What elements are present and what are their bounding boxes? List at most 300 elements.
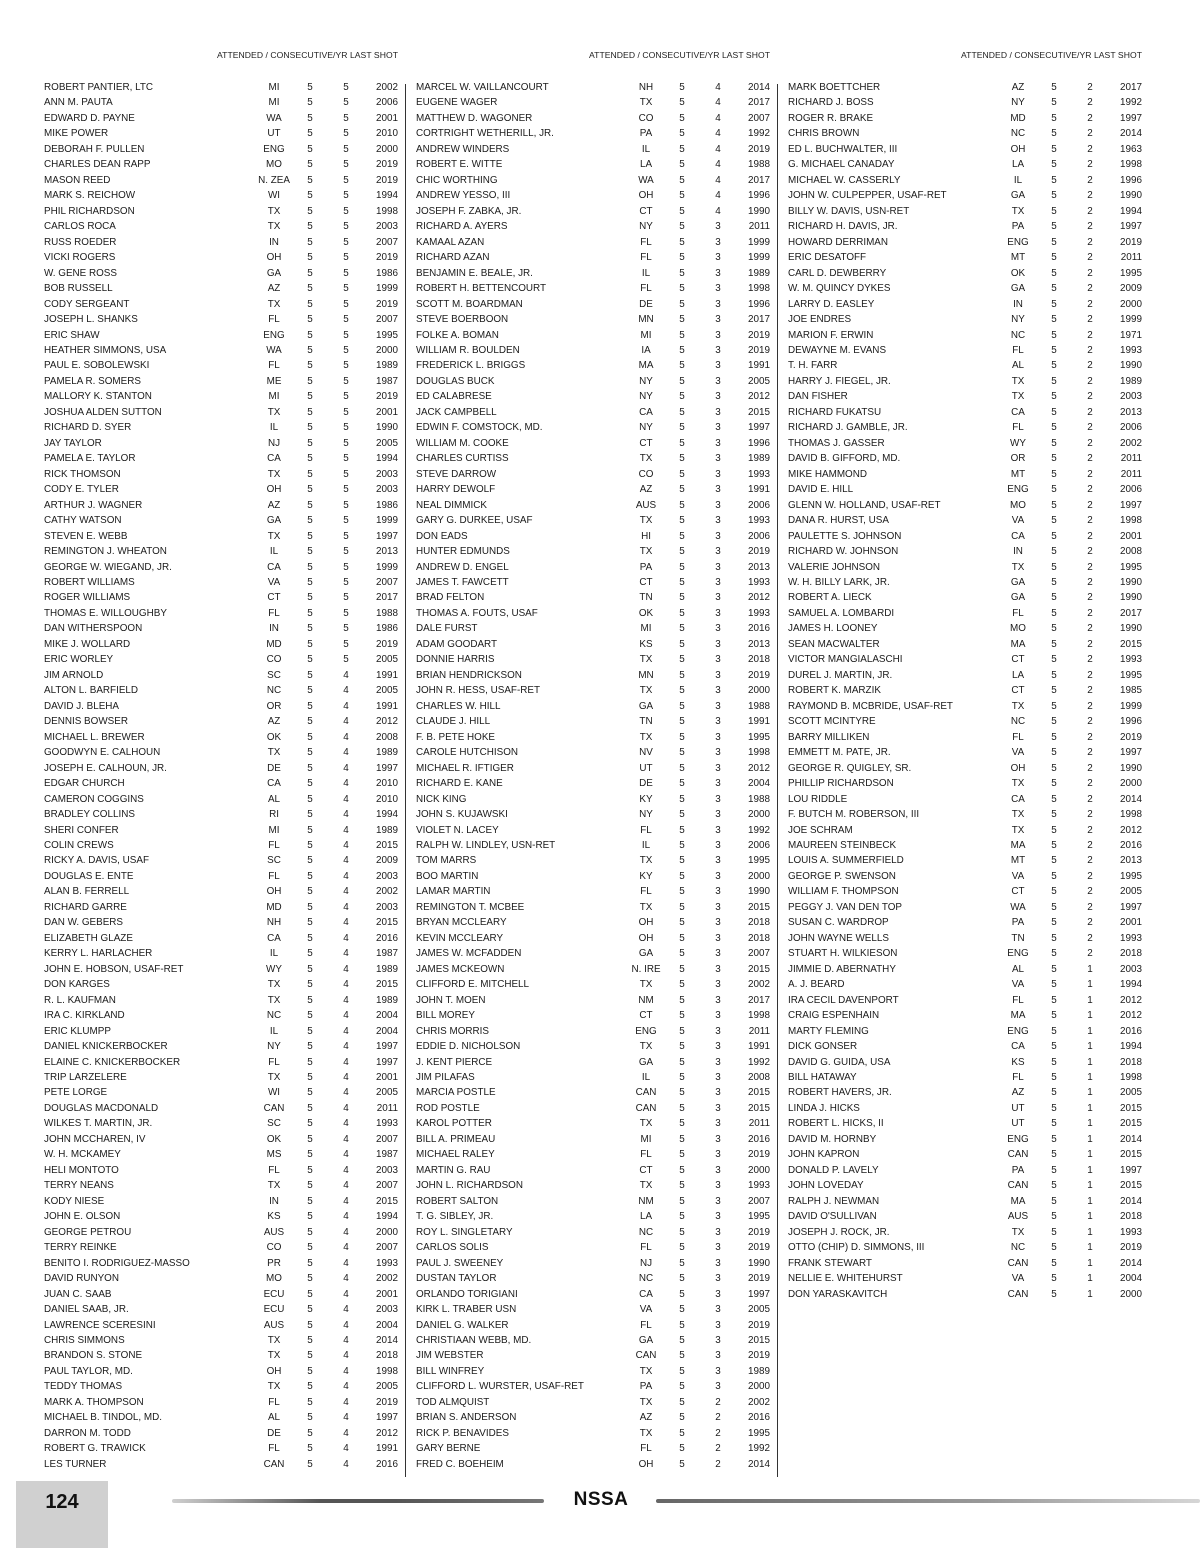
attended: 5 <box>307 221 313 233</box>
state: NJ <box>267 437 281 449</box>
consecutive: 4 <box>343 1242 349 1254</box>
year-last-shot: 2000 <box>1120 1288 1142 1300</box>
year-last-shot: 2012 <box>1120 824 1142 836</box>
shooter-name: CRAIG ESPENHAIN <box>788 1010 880 1022</box>
attended: 5 <box>1051 174 1057 186</box>
state: CT <box>1011 685 1025 697</box>
consecutive: 2 <box>1087 607 1093 619</box>
attended: 5 <box>307 1288 313 1300</box>
roster-row <box>416 250 770 265</box>
year-last-shot: 2002 <box>376 886 398 898</box>
attended: 5 <box>679 530 685 542</box>
shooter-name: TOD ALMQUIST <box>416 1396 490 1408</box>
shooter-name: BRADLEY COLLINS <box>44 809 135 821</box>
state: CT <box>1011 654 1025 666</box>
year-last-shot: 1988 <box>376 607 398 619</box>
year-last-shot: 1998 <box>376 1365 398 1377</box>
attended: 5 <box>307 561 313 573</box>
shooter-name: HELI MONTOTO <box>44 1164 119 1176</box>
roster-row <box>44 436 398 451</box>
attended: 5 <box>679 778 685 790</box>
state: MD <box>1010 112 1026 124</box>
state: MI <box>268 824 280 836</box>
consecutive: 3 <box>715 1087 721 1099</box>
state: DE <box>267 1427 281 1439</box>
shooter-name: SEAN MACWALTER <box>788 638 880 650</box>
shooter-name: MIKE POWER <box>44 128 109 140</box>
roster-row <box>44 993 398 1008</box>
state: AUS <box>263 1226 285 1238</box>
attended: 5 <box>307 515 313 527</box>
roster-row <box>788 173 1142 188</box>
state: FL <box>640 1443 652 1455</box>
state: IL <box>269 546 279 558</box>
year-last-shot: 1997 <box>376 1056 398 1068</box>
year-last-shot: 2006 <box>748 499 770 511</box>
state: IN <box>1013 546 1023 558</box>
year-last-shot: 2019 <box>748 546 770 558</box>
attended: 5 <box>307 1443 313 1455</box>
attended: 5 <box>679 1242 685 1254</box>
roster-row <box>416 792 770 807</box>
state: VA <box>1011 747 1025 759</box>
shooter-name: CHIC WORTHING <box>416 174 498 186</box>
year-last-shot: 2019 <box>748 344 770 356</box>
roster-row <box>788 668 1142 683</box>
attended: 5 <box>1051 1056 1057 1068</box>
roster-row <box>788 637 1142 652</box>
shooter-name: DANA R. HURST, USA <box>788 515 889 527</box>
state: TX <box>639 515 653 527</box>
year-last-shot: 2015 <box>1120 1118 1142 1130</box>
shooter-name: ELIZABETH GLAZE <box>44 932 133 944</box>
page-number: 124 <box>45 1491 79 1513</box>
year-last-shot: 2001 <box>1120 530 1142 542</box>
shooter-name: REMINGTON J. WHEATON <box>44 546 167 558</box>
attended: 5 <box>1051 314 1057 326</box>
shooter-name: DICK GONSER <box>788 1041 858 1053</box>
state: TX <box>1011 391 1025 403</box>
consecutive: 2 <box>715 1412 721 1424</box>
roster-row <box>44 1024 398 1039</box>
year-last-shot: 2016 <box>376 1458 398 1470</box>
state: IL <box>1013 174 1023 186</box>
state: IL <box>269 948 279 960</box>
roster-row <box>416 358 770 373</box>
state: CA <box>1011 406 1025 418</box>
state: VA <box>1011 870 1025 882</box>
shooter-name: THOMAS A. FOUTS, USAF <box>416 607 538 619</box>
attended: 5 <box>679 592 685 604</box>
state: CA <box>639 1288 653 1300</box>
attended: 5 <box>307 1412 313 1424</box>
year-last-shot: 1996 <box>748 190 770 202</box>
year-last-shot: 2002 <box>1120 437 1142 449</box>
state: CO <box>266 1242 282 1254</box>
shooter-name: JOHN MCCHAREN, IV <box>44 1133 146 1145</box>
roster-row <box>44 235 398 250</box>
year-last-shot: 2007 <box>376 1180 398 1192</box>
attended: 5 <box>307 793 313 805</box>
consecutive: 1 <box>1087 1149 1093 1161</box>
state: WI <box>267 190 281 202</box>
roster-row <box>788 683 1142 698</box>
year-last-shot: 2000 <box>748 1164 770 1176</box>
attended: 5 <box>307 932 313 944</box>
roster-row <box>788 1101 1142 1116</box>
roster-row <box>788 776 1142 791</box>
roster-row <box>788 157 1142 172</box>
consecutive: 2 <box>1087 948 1093 960</box>
roster-row <box>416 1132 770 1147</box>
shooter-name: RICHARD E. KANE <box>416 778 503 790</box>
shooter-name: SAMUEL A. LOMBARDI <box>788 607 895 619</box>
shooter-name: TRIP LARZELERE <box>44 1072 127 1083</box>
roster-row <box>416 513 770 528</box>
year-last-shot: 1989 <box>1120 375 1142 387</box>
consecutive: 1 <box>1087 1242 1093 1254</box>
state: NC <box>266 1010 282 1022</box>
year-last-shot: 2000 <box>748 1381 770 1393</box>
shooter-name: MALLORY K. STANTON <box>44 391 152 403</box>
state: PA <box>639 1381 653 1393</box>
state: CAN <box>1007 1149 1029 1161</box>
attended: 5 <box>1051 329 1057 341</box>
consecutive: 3 <box>715 329 721 341</box>
year-last-shot: 1998 <box>1120 515 1142 527</box>
attended: 5 <box>679 406 685 418</box>
year-last-shot: 1998 <box>376 205 398 217</box>
roster-row <box>788 529 1142 544</box>
attended: 5 <box>307 607 313 619</box>
year-last-shot: 1994 <box>376 190 398 202</box>
attended: 5 <box>1051 128 1057 140</box>
state: ENG <box>635 1025 657 1037</box>
year-last-shot: 1997 <box>1120 499 1142 511</box>
attended: 5 <box>1051 236 1057 248</box>
year-last-shot: 1986 <box>376 267 398 279</box>
shooter-name: CLIFFORD L. WURSTER, USAF-RET <box>416 1381 584 1393</box>
attended: 5 <box>679 1319 685 1331</box>
year-last-shot: 2005 <box>748 1304 770 1316</box>
consecutive: 3 <box>715 515 721 527</box>
state: CAN <box>1007 1257 1029 1269</box>
roster-row <box>416 807 770 822</box>
consecutive: 5 <box>343 375 349 387</box>
state: NC <box>638 1226 654 1238</box>
state: CAN <box>1007 1288 1029 1300</box>
state: N. IRE <box>631 963 661 975</box>
attended: 5 <box>1051 716 1057 728</box>
roster-row <box>416 683 770 698</box>
consecutive: 2 <box>1087 375 1093 387</box>
attended: 5 <box>679 669 685 681</box>
state: CAN <box>635 1102 657 1114</box>
year-last-shot: 1991 <box>748 484 770 496</box>
year-last-shot: 1996 <box>748 298 770 310</box>
year-last-shot: 2008 <box>376 731 398 743</box>
attended: 5 <box>307 329 313 341</box>
roster-row <box>44 1055 398 1070</box>
year-last-shot: 1995 <box>1120 561 1142 573</box>
state: NC <box>1010 1242 1026 1254</box>
attended: 5 <box>307 994 313 1006</box>
consecutive: 5 <box>343 422 349 434</box>
shooter-name: EDWIN F. COMSTOCK, MD. <box>416 422 543 434</box>
state: IL <box>641 267 651 279</box>
roster-row <box>44 188 398 203</box>
shooter-name: RAYMOND B. MCBRIDE, USAF-RET <box>788 700 953 712</box>
state: TX <box>267 1350 281 1362</box>
consecutive: 4 <box>343 793 349 805</box>
attended: 5 <box>307 360 313 372</box>
roster-row <box>788 1055 1142 1070</box>
attended: 5 <box>1051 453 1057 465</box>
consecutive: 4 <box>343 700 349 712</box>
roster-row <box>44 80 398 95</box>
attended: 5 <box>1051 406 1057 418</box>
year-last-shot: 1989 <box>748 267 770 279</box>
consecutive: 5 <box>343 283 349 295</box>
year-last-shot: 2014 <box>748 82 770 93</box>
state: ENG <box>263 143 285 155</box>
roster-row <box>416 1008 770 1023</box>
consecutive: 4 <box>343 669 349 681</box>
year-last-shot: 2000 <box>748 685 770 697</box>
year-last-shot: 2014 <box>1120 1195 1142 1207</box>
year-last-shot: 2010 <box>376 793 398 805</box>
year-last-shot: 1988 <box>748 159 770 171</box>
state: IL <box>641 1072 651 1083</box>
state: NC <box>1010 128 1026 140</box>
roster-row <box>44 467 398 482</box>
consecutive: 4 <box>715 112 721 124</box>
consecutive: 4 <box>343 1412 349 1424</box>
roster-row <box>788 312 1142 327</box>
state: TN <box>639 592 653 604</box>
state: MO <box>266 1273 282 1285</box>
attended: 5 <box>679 855 685 867</box>
attended: 5 <box>1051 82 1057 93</box>
attended: 5 <box>307 1350 313 1362</box>
shooter-name: HARRY J. FIEGEL, JR. <box>788 375 891 387</box>
consecutive: 3 <box>715 1041 721 1053</box>
roster-row <box>44 250 398 265</box>
shooter-name: DAVID O'SULLIVAN <box>788 1211 877 1223</box>
consecutive: 5 <box>343 159 349 171</box>
state: TN <box>1011 932 1025 944</box>
consecutive: 4 <box>343 870 349 882</box>
shooter-name: JOHN WAYNE WELLS <box>788 932 889 944</box>
shooter-name: CARL D. DEWBERRY <box>788 267 887 279</box>
shooter-name: JACK CAMPBELL <box>416 406 497 418</box>
consecutive: 4 <box>343 1087 349 1099</box>
footer-rule-left <box>172 1499 544 1503</box>
roster-row <box>788 250 1142 265</box>
shooter-name: VIOLET N. LACEY <box>416 824 499 836</box>
shooter-name: JOSEPH F. ZABKA, JR. <box>416 205 522 217</box>
consecutive: 3 <box>715 437 721 449</box>
consecutive: 4 <box>343 747 349 759</box>
consecutive: 3 <box>715 824 721 836</box>
attended: 5 <box>1051 901 1057 913</box>
consecutive: 3 <box>715 1133 721 1145</box>
year-last-shot: 1990 <box>748 1257 770 1269</box>
state: ENG <box>1007 236 1029 248</box>
year-last-shot: 2016 <box>748 1133 770 1145</box>
attended: 5 <box>679 793 685 805</box>
year-last-shot: 2003 <box>376 1164 398 1176</box>
attended: 5 <box>307 499 313 511</box>
attended: 5 <box>679 1118 685 1130</box>
consecutive: 4 <box>343 809 349 821</box>
attended: 5 <box>679 886 685 898</box>
attended: 5 <box>679 1211 685 1223</box>
shooter-name: F. B. PETE HOKE <box>416 731 496 743</box>
shooter-name: IRA C. KIRKLAND <box>44 1010 125 1022</box>
year-last-shot: 2000 <box>376 143 398 155</box>
shooter-name: CARLOS ROCA <box>44 221 116 233</box>
shooter-name: JOHN KAPRON <box>788 1149 860 1161</box>
roster-row <box>788 1024 1142 1039</box>
roster-row <box>44 1147 398 1162</box>
roster-row <box>788 235 1142 250</box>
year-last-shot: 2006 <box>1120 422 1142 434</box>
consecutive: 2 <box>1087 314 1093 326</box>
attended: 5 <box>1051 344 1057 356</box>
consecutive: 3 <box>715 406 721 418</box>
state: OR <box>1010 453 1026 465</box>
shooter-name: BOB RUSSELL <box>44 283 113 295</box>
attended: 5 <box>307 1334 313 1346</box>
year-last-shot: 2001 <box>1120 917 1142 929</box>
state: CA <box>1011 793 1025 805</box>
attended: 5 <box>1051 1149 1057 1161</box>
roster-row <box>788 884 1142 899</box>
attended: 5 <box>679 344 685 356</box>
shooter-name: RICHARD GARRE <box>44 901 127 913</box>
year-last-shot: 1990 <box>748 886 770 898</box>
attended: 5 <box>307 654 313 666</box>
state: AUS <box>635 499 657 511</box>
shooter-name: JAMES MCKEOWN <box>416 963 505 975</box>
consecutive: 5 <box>343 453 349 465</box>
state: GA <box>638 948 654 960</box>
state: CO <box>638 112 654 124</box>
consecutive: 3 <box>715 1149 721 1161</box>
column-header: ATTENDED / CONSECUTIVE/YR LAST SHOT <box>589 50 770 60</box>
consecutive: 3 <box>715 1195 721 1207</box>
state: SC <box>267 669 281 681</box>
shooter-name: DALE FURST <box>416 623 478 635</box>
state: TX <box>639 453 653 465</box>
state: NM <box>638 994 654 1006</box>
roster-row <box>416 1457 770 1472</box>
state: TX <box>639 1427 653 1439</box>
attended: 5 <box>679 577 685 588</box>
consecutive: 3 <box>715 484 721 496</box>
consecutive: 2 <box>1087 391 1093 403</box>
state: TN <box>639 716 653 728</box>
attended: 5 <box>307 886 313 898</box>
year-last-shot: 1989 <box>376 360 398 372</box>
year-last-shot: 2019 <box>376 159 398 171</box>
consecutive: 3 <box>715 1056 721 1068</box>
year-last-shot: 1997 <box>1120 1164 1142 1176</box>
year-last-shot: 2015 <box>748 1102 770 1114</box>
year-last-shot: 1985 <box>1120 685 1142 697</box>
state: WY <box>266 963 282 975</box>
roster-row <box>788 467 1142 482</box>
roster-row <box>788 869 1142 884</box>
shooter-name: KIRK L. TRABER USN <box>416 1304 517 1316</box>
state: OH <box>1010 143 1026 155</box>
state: TX <box>1011 375 1025 387</box>
shooter-name: BENITO I. RODRIGUEZ-MASSO <box>44 1257 190 1269</box>
attended: 5 <box>679 82 685 93</box>
roster-row <box>416 869 770 884</box>
roster-column-2 <box>416 50 770 1472</box>
roster-row <box>416 931 770 946</box>
year-last-shot: 1990 <box>1120 360 1142 372</box>
shooter-name: MARION F. ERWIN <box>788 329 874 341</box>
year-last-shot: 1994 <box>376 809 398 821</box>
shooter-name: STUART H. WILKIESON <box>788 948 898 960</box>
attended: 5 <box>1051 793 1057 805</box>
roster-row <box>44 838 398 853</box>
year-last-shot: 1997 <box>1120 221 1142 233</box>
roster-row <box>416 1318 770 1333</box>
state: NM <box>638 1195 654 1207</box>
consecutive: 4 <box>715 205 721 217</box>
roster-row <box>788 513 1142 528</box>
consecutive: 2 <box>1087 577 1093 588</box>
state: ENG <box>1007 1025 1029 1037</box>
state: KS <box>639 638 653 650</box>
year-last-shot: 1995 <box>748 855 770 867</box>
roster-row <box>788 358 1142 373</box>
roster-row <box>416 142 770 157</box>
year-last-shot: 1997 <box>376 530 398 542</box>
consecutive: 4 <box>343 1458 349 1470</box>
state: AZ <box>267 716 281 728</box>
state: OH <box>638 190 654 202</box>
year-last-shot: 1992 <box>748 1056 770 1068</box>
roster-row <box>788 389 1142 404</box>
shooter-name: MARK A. THOMPSON <box>44 1396 144 1408</box>
attended: 5 <box>1051 484 1057 496</box>
attended: 5 <box>1051 778 1057 790</box>
shooter-name: BRIAN S. ANDERSON <box>416 1412 517 1424</box>
consecutive: 1 <box>1087 1102 1093 1114</box>
consecutive: 5 <box>343 97 349 109</box>
year-last-shot: 1994 <box>376 453 398 465</box>
roster-row <box>416 575 770 590</box>
roster-row <box>788 823 1142 838</box>
consecutive: 4 <box>343 917 349 929</box>
consecutive: 2 <box>1087 252 1093 264</box>
roster-row <box>44 389 398 404</box>
shooter-name: WILLIAM F. THOMPSON <box>788 886 899 898</box>
attended: 5 <box>1051 1211 1057 1223</box>
year-last-shot: 1991 <box>748 1041 770 1053</box>
state: OH <box>638 1458 654 1470</box>
roster-row <box>44 560 398 575</box>
state: CA <box>267 778 281 790</box>
attended: 5 <box>679 143 685 155</box>
roster-row <box>788 792 1142 807</box>
consecutive: 5 <box>343 638 349 650</box>
